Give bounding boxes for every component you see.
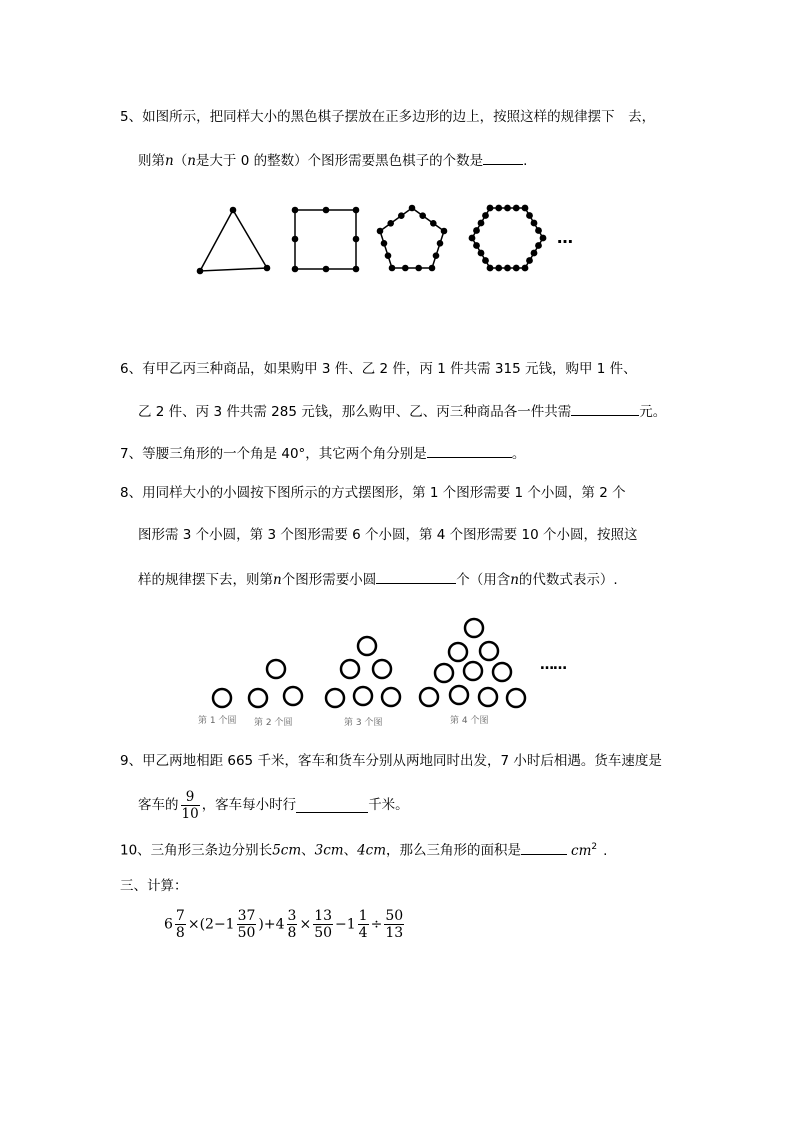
q10-answer-blank[interactable] <box>521 840 567 855</box>
section3-title: 三、计算： <box>120 878 188 894</box>
figure-4-caption: 第 4 个图 <box>450 716 489 726</box>
expr-part: )+4 <box>258 916 285 933</box>
fraction-denominator: 4 <box>358 925 368 941</box>
expr-fraction <box>287 908 298 941</box>
fraction-denominator: 13 <box>385 925 404 941</box>
q5-line1: 5、如图所示，把同样大小的黑色棋子摆放在正多边形的边上，按照这样的规律摆下 去， <box>120 109 656 125</box>
fraction-denominator: 50 <box>237 925 256 941</box>
q8-text: 个图形需要小圆 <box>281 572 377 588</box>
q8-text: 的代数式表示）. <box>518 572 618 588</box>
figure-3-caption: 第 3 个图 <box>344 718 383 728</box>
fraction-denominator: 8 <box>175 925 185 941</box>
q10-text: 、 <box>343 842 358 859</box>
q9-text: ，客车每小时行 <box>201 797 297 813</box>
q9-text: 千米。 <box>368 797 409 813</box>
q5-ellipsis: … <box>557 228 574 247</box>
figure-1-caption: 第 1 个圆 <box>198 716 237 726</box>
fraction-denominator: 8 <box>287 925 297 941</box>
expr-part: ÷ <box>370 916 383 933</box>
fraction-numerator: 37 <box>237 908 256 924</box>
q8-ellipsis: …… <box>540 657 566 673</box>
figure-2-caption: 第 2 个圆 <box>254 718 293 728</box>
fraction-numerator: 50 <box>385 908 404 924</box>
q9-line2 <box>138 788 409 822</box>
fraction-denominator: 10 <box>181 805 199 822</box>
fraction-numerator: 7 <box>175 908 185 924</box>
q8-line1: 8、用同样大小的小圆按下图所示的方式摆图形，第 1 个图形需要 1 个小圆，第 2 个 <box>120 485 626 501</box>
q9-answer-blank[interactable] <box>296 798 368 813</box>
q6-text: 乙 2 件、丙 3 件共需 285 元钱，那么购甲、乙、丙三种商品各一件共需 <box>138 404 572 420</box>
q10-text: 、 <box>301 842 315 859</box>
figure-3-circles <box>326 637 400 707</box>
expr-part: 6 <box>164 916 173 933</box>
unit-cm: cm <box>571 842 592 859</box>
q10-text: 10、三角形三条边分别长 <box>120 842 273 859</box>
var-n: n <box>273 572 282 588</box>
fraction-denominator: 50 <box>314 925 333 941</box>
fraction-numerator: 9 <box>181 789 200 806</box>
side-length: 3cm <box>314 842 344 859</box>
expr-fraction <box>384 908 404 941</box>
fraction-numerator: 3 <box>287 908 297 924</box>
var-n: n <box>510 572 519 588</box>
q5-text: . <box>523 153 528 169</box>
expr-part: −1 <box>335 916 356 933</box>
q7-text: 。 <box>511 446 526 462</box>
expr-part: × <box>299 916 312 933</box>
expr-part: ×(2−1 <box>187 916 235 933</box>
fraction-numerator: 13 <box>314 908 333 924</box>
q9-line1: 9、甲乙两地相距 665 千米，客车和货车分别从两地同时出发，7 小时后相遇。货车速度是 <box>120 753 662 769</box>
calc-expression <box>164 908 406 941</box>
q8-line2: 图形需 3 个小圆，第 3 个图形需要 6 个小圆，第 4 个图形需要 10 个小圆，按照这 <box>138 527 638 543</box>
fraction-numerator: 1 <box>358 908 368 924</box>
figure-2-circles <box>249 660 302 707</box>
q5-text: （ <box>173 153 188 169</box>
var-n: n <box>187 153 196 169</box>
q10-text: . <box>603 842 608 859</box>
q5-text: 是大于 0 的整数）个图形需要黑色棋子的个数是 <box>195 153 484 169</box>
figure-4-circles <box>420 619 525 707</box>
expr-fraction <box>237 908 257 941</box>
unit-exponent: 2 <box>591 842 598 852</box>
q8-text: 个（用含 <box>456 572 511 588</box>
q6-line1: 6、有甲乙丙三种商品，如果购甲 3 件、乙 2 件，丙 1 件共需 315 元钱，购甲 1 件、 <box>120 361 637 377</box>
var-n: n <box>165 153 174 169</box>
fraction-9-10 <box>181 789 200 822</box>
side-length: 5cm <box>272 842 302 859</box>
expr-fraction <box>313 908 333 941</box>
q9-text: 客车的 <box>138 797 179 813</box>
expr-fraction <box>358 908 369 941</box>
q10-text: ，那么三角形的面积是 <box>386 842 522 859</box>
q10-line1 <box>120 838 607 860</box>
q6-text: 元。 <box>639 404 667 420</box>
q8-text: 样的规律摆下去，则第 <box>138 572 273 588</box>
figure-1-circles <box>213 689 231 707</box>
q7-text: 7、等腰三角形的一个角是 40°，其它两个角分别是 <box>120 446 427 462</box>
side-length: 4cm <box>357 842 387 859</box>
q5-text: 则第 <box>138 153 165 169</box>
expr-fraction <box>175 908 186 941</box>
